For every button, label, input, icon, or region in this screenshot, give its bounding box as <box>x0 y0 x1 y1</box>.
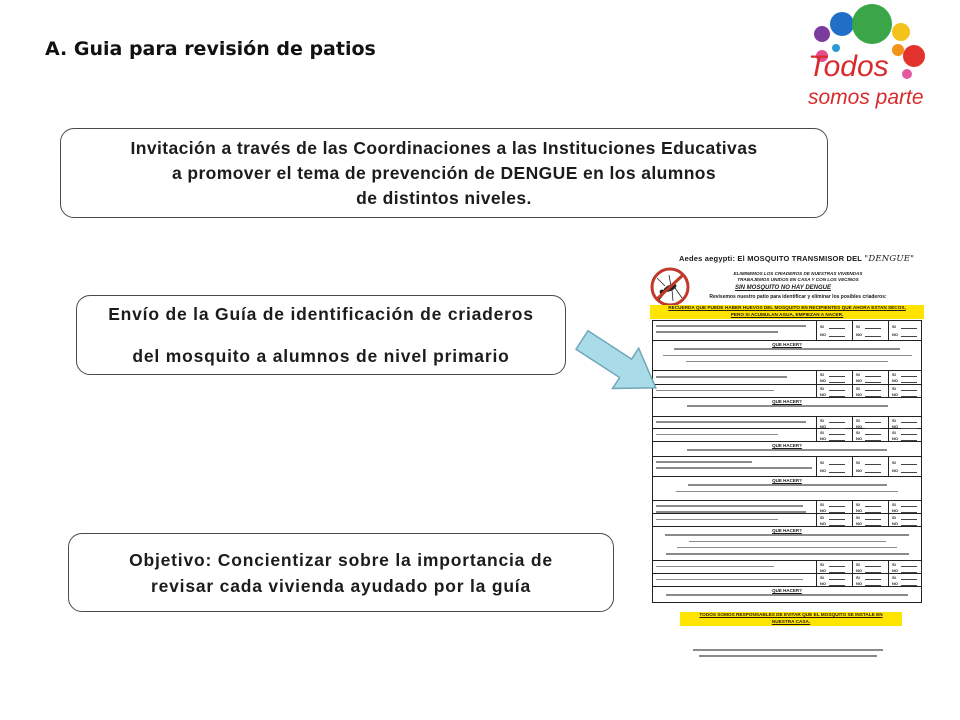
answer-blank-line <box>901 328 917 329</box>
question-text-line <box>656 566 774 568</box>
answer-no-label: NO <box>820 507 826 513</box>
guide-line-2: del mosquito a alumnos de nivel primario <box>132 346 510 366</box>
answer-cell <box>816 321 852 340</box>
what-to-do-text-line <box>688 484 887 486</box>
answer-si-label: SI <box>856 430 860 435</box>
answer-si-label: SI <box>892 324 896 329</box>
answer-si-label: SI <box>892 575 896 580</box>
answer-si-label: SI <box>820 430 824 435</box>
what-to-do-text-line <box>687 449 887 451</box>
answer-si-label: SI <box>892 515 896 520</box>
answer-no-label: NO <box>856 435 862 441</box>
answer-blank-line <box>865 336 881 337</box>
question-text-line <box>656 505 803 507</box>
answer-si-label: SI <box>856 324 860 329</box>
answer-cell <box>816 385 852 397</box>
answer-blank-line <box>901 572 917 573</box>
question-text-line <box>656 331 778 333</box>
answer-cell <box>852 514 888 526</box>
answer-si-label: SI <box>892 430 896 435</box>
answer-blank-line <box>829 328 845 329</box>
answer-no-label: NO <box>892 332 898 337</box>
answer-si-label: SI <box>856 515 860 520</box>
arrow-shape <box>569 320 669 408</box>
answer-blank-line <box>865 382 881 383</box>
answer-blank-line <box>901 336 917 337</box>
answer-blank-line <box>829 525 845 526</box>
invitation-textbox <box>60 128 828 218</box>
answer-si-label: SI <box>856 460 860 465</box>
answer-si-label: SI <box>892 386 896 391</box>
logo-text-bottom: somos parte <box>808 86 924 109</box>
answer-no-label: NO <box>892 580 898 586</box>
answer-si-label: SI <box>892 372 896 377</box>
answer-cell <box>888 371 921 384</box>
answer-si-label: SI <box>856 386 860 391</box>
question-text-line <box>656 467 812 469</box>
what-to-do-row <box>653 527 921 561</box>
answer-no-label: NO <box>856 332 862 337</box>
answer-no-label: NO <box>856 468 862 473</box>
answer-cell <box>852 371 888 384</box>
answer-no-label: NO <box>892 468 898 473</box>
answer-cell <box>816 371 852 384</box>
answer-si-label: SI <box>892 460 896 465</box>
question-text-line <box>656 325 806 327</box>
guide-document-image <box>643 248 930 666</box>
answer-si-label: SI <box>856 418 860 423</box>
answer-no-label: NO <box>856 377 862 383</box>
answer-cell <box>852 321 888 340</box>
answer-no-label: NO <box>820 391 826 397</box>
answer-cell <box>888 457 921 476</box>
answer-blank-line <box>829 440 845 441</box>
answer-no-label: NO <box>892 435 898 441</box>
question-row <box>653 417 921 429</box>
question-row <box>653 385 921 398</box>
what-to-do-row <box>653 477 921 501</box>
question-text-line <box>656 421 806 423</box>
question-row <box>653 457 921 477</box>
answer-blank-line <box>829 336 845 337</box>
answer-blank-line <box>829 382 845 383</box>
answer-no-label: NO <box>820 468 826 473</box>
invitation-line-1: Invitación a través de las Coordinaciones a las Instituciones Educativas <box>130 137 758 158</box>
document-slogan-1: ELIMINEMOS LOS CRIADEROS DE NUESTRAS VIVIENDAS <box>733 271 863 276</box>
answer-blank-line <box>829 464 845 465</box>
answer-no-label: NO <box>820 377 826 383</box>
what-to-do-label: QUE HACER? <box>772 443 802 448</box>
answer-cell <box>888 321 921 340</box>
answer-cell <box>888 429 921 441</box>
answer-si-label: SI <box>892 502 896 507</box>
invitation-line-2: a promover el tema de prevención de DENGUE en los alumnos <box>171 162 717 183</box>
answer-blank-line <box>865 434 881 435</box>
answer-cell <box>816 417 852 428</box>
answer-no-label: NO <box>856 391 862 397</box>
answer-blank-line <box>865 440 881 441</box>
answer-no-label: NO <box>820 520 826 526</box>
document-heading-text: Aedes aegypti: El MOSQUITO TRANSMISOR DEL <box>679 254 865 263</box>
what-to-do-text-line <box>677 547 897 549</box>
answer-blank-line <box>901 472 917 473</box>
document-instruction: Revisemos nuestro patio para identificar y eliminar los posibles criaderos: <box>709 294 887 300</box>
answer-blank-line <box>829 396 845 397</box>
answer-blank-line <box>865 506 881 507</box>
answer-cell <box>852 501 888 513</box>
answer-no-label: NO <box>820 435 826 441</box>
answer-blank-line <box>901 396 917 397</box>
answer-blank-line <box>901 390 917 391</box>
what-to-do-label: QUE HACER? <box>772 399 802 404</box>
question-text-line <box>656 519 778 521</box>
answer-si-label: SI <box>856 575 860 580</box>
answer-cell <box>888 561 921 573</box>
answer-no-label: NO <box>820 423 826 429</box>
answer-si-label: SI <box>820 515 824 520</box>
answer-blank-line <box>829 434 845 435</box>
answer-cell <box>888 574 921 586</box>
answer-no-label: NO <box>892 520 898 526</box>
answer-blank-line <box>865 566 881 567</box>
document-contact-line <box>693 649 883 651</box>
answer-blank-line <box>865 579 881 580</box>
answer-si-label: SI <box>820 460 824 465</box>
document-heading <box>679 254 914 264</box>
question-row <box>653 561 921 574</box>
invitation-line-3: de distintos niveles. <box>356 187 532 208</box>
answer-no-label: NO <box>856 567 862 573</box>
answer-blank-line <box>901 525 917 526</box>
question-text-line <box>656 390 774 392</box>
answer-blank-line <box>901 506 917 507</box>
what-to-do-text-line <box>663 355 912 357</box>
answer-blank-line <box>829 376 845 377</box>
guide-line-1: Envío de la Guía de identificación de criaderos <box>108 304 534 324</box>
question-text-line <box>656 434 778 436</box>
answer-blank-line <box>829 519 845 520</box>
question-row <box>653 514 921 527</box>
what-to-do-text-line <box>676 491 898 493</box>
answer-blank-line <box>865 519 881 520</box>
objective-textbox <box>68 533 614 612</box>
answer-blank-line <box>829 472 845 473</box>
answer-blank-line <box>829 506 845 507</box>
what-to-do-text-line <box>687 405 888 407</box>
question-row <box>653 321 921 341</box>
question-text-line <box>656 511 806 513</box>
document-slogan-2: TRABAJEMOS UNIDOS EN CASA Y CON LOS VECINOS <box>737 277 859 282</box>
answer-blank-line <box>865 472 881 473</box>
answer-si-label: SI <box>892 418 896 423</box>
answer-no-label: NO <box>892 377 898 383</box>
block-arrow <box>560 300 670 410</box>
answer-blank-line <box>829 579 845 580</box>
answer-blank-line <box>865 512 881 513</box>
what-to-do-row <box>653 341 921 371</box>
answer-no-label: NO <box>856 520 862 526</box>
answer-si-label: SI <box>820 562 824 567</box>
question-row <box>653 574 921 587</box>
logo-text-top: Todos <box>808 50 889 83</box>
answer-cell <box>888 385 921 397</box>
answer-si-label: SI <box>856 372 860 377</box>
what-to-do-text-line <box>665 534 909 536</box>
answer-no-label: NO <box>892 507 898 513</box>
what-to-do-text-line <box>666 553 909 555</box>
answer-cell <box>888 514 921 526</box>
answer-no-label: NO <box>820 567 826 573</box>
answer-si-label: SI <box>820 418 824 423</box>
question-row <box>653 501 921 514</box>
slide-title: A. Guia para revisión de patios <box>45 38 376 60</box>
answer-no-label: NO <box>856 580 862 586</box>
answer-cell <box>888 417 921 428</box>
question-row <box>653 371 921 385</box>
document-slogan-3: SIN MOSQUITO NO HAY DENGUE <box>734 285 831 291</box>
objective-line-2: revisar cada vivienda ayudado por la guía <box>150 575 532 596</box>
answer-cell <box>816 514 852 526</box>
what-to-do-text-line <box>674 348 900 350</box>
answer-blank-line <box>865 572 881 573</box>
answer-blank-line <box>901 579 917 580</box>
answer-no-label: NO <box>820 580 826 586</box>
what-to-do-label: QUE HACER? <box>772 478 802 483</box>
answer-cell <box>816 561 852 573</box>
document-footer-banner: TODOS SOMOS RESPONSABLES DE EVITAR QUE EL MOSQUITO SE INSTALE EN NUESTRA CASA. <box>680 612 902 626</box>
question-text-line <box>656 579 803 581</box>
answer-no-label: NO <box>892 567 898 573</box>
todos-somos-parte-logo <box>800 2 930 122</box>
answer-cell <box>852 385 888 397</box>
what-to-do-label: QUE HACER? <box>772 342 802 347</box>
answer-blank-line <box>865 585 881 586</box>
answer-blank-line <box>829 512 845 513</box>
answer-blank-line <box>901 434 917 435</box>
what-to-do-row <box>653 587 921 604</box>
what-to-do-label: QUE HACER? <box>772 528 802 533</box>
what-to-do-label: QUE HACER? <box>772 588 802 593</box>
answer-blank-line <box>901 422 917 423</box>
answer-blank-line <box>901 382 917 383</box>
answer-no-label: NO <box>892 423 898 429</box>
answer-si-label: SI <box>820 502 824 507</box>
answer-si-label: SI <box>856 562 860 567</box>
answer-blank-line <box>901 585 917 586</box>
document-heading-dengue: "DENGUE" <box>864 254 915 264</box>
answer-cell <box>816 574 852 586</box>
answer-blank-line <box>865 328 881 329</box>
what-to-do-text-line <box>689 541 886 543</box>
guide-table <box>652 320 922 603</box>
answer-no-label: NO <box>856 507 862 513</box>
what-to-do-row <box>653 442 921 457</box>
answer-blank-line <box>865 390 881 391</box>
answer-si-label: SI <box>856 502 860 507</box>
document-contact-line <box>699 655 877 657</box>
answer-blank-line <box>865 525 881 526</box>
answer-si-label: SI <box>820 372 824 377</box>
answer-blank-line <box>829 566 845 567</box>
answer-no-label: NO <box>856 423 862 429</box>
answer-blank-line <box>829 572 845 573</box>
answer-cell <box>852 457 888 476</box>
answer-cell <box>852 561 888 573</box>
answer-cell <box>816 501 852 513</box>
answer-si-label: SI <box>820 324 824 329</box>
answer-cell <box>816 457 852 476</box>
what-to-do-text-line <box>666 594 908 596</box>
answer-blank-line <box>901 376 917 377</box>
answer-si-label: SI <box>820 386 824 391</box>
answer-si-label: SI <box>892 562 896 567</box>
document-warning-banner: RECUERDA QUE PUEDE HABER HUEVOS DEL MOSQUITO EN RECIPIENTES QUE AHORA ESTAN SECOS, PERO SI ACUMULAN AGUA, EMPIEZAN A NACER. <box>650 305 924 319</box>
answer-cell <box>888 501 921 513</box>
question-row <box>653 429 921 442</box>
answer-blank-line <box>865 396 881 397</box>
question-text-line <box>656 376 787 378</box>
what-to-do-row <box>653 398 921 417</box>
answer-blank-line <box>901 519 917 520</box>
question-text-line <box>656 461 752 463</box>
answer-no-label: NO <box>892 391 898 397</box>
answer-blank-line <box>901 464 917 465</box>
answer-cell <box>816 429 852 441</box>
answer-cell <box>852 417 888 428</box>
answer-si-label: SI <box>820 575 824 580</box>
answer-blank-line <box>865 376 881 377</box>
answer-blank-line <box>901 566 917 567</box>
answer-blank-line <box>829 390 845 391</box>
objective-line-1: Objetivo: Concientizar sobre la importancia de <box>129 549 553 570</box>
answer-cell <box>852 429 888 441</box>
answer-blank-line <box>865 464 881 465</box>
answer-blank-line <box>901 512 917 513</box>
answer-blank-line <box>829 585 845 586</box>
what-to-do-text-line <box>686 361 888 363</box>
answer-blank-line <box>829 422 845 423</box>
guide-delivery-textbox <box>76 295 566 375</box>
answer-cell <box>852 574 888 586</box>
answer-blank-line <box>865 422 881 423</box>
answer-no-label: NO <box>820 332 826 337</box>
answer-blank-line <box>901 440 917 441</box>
